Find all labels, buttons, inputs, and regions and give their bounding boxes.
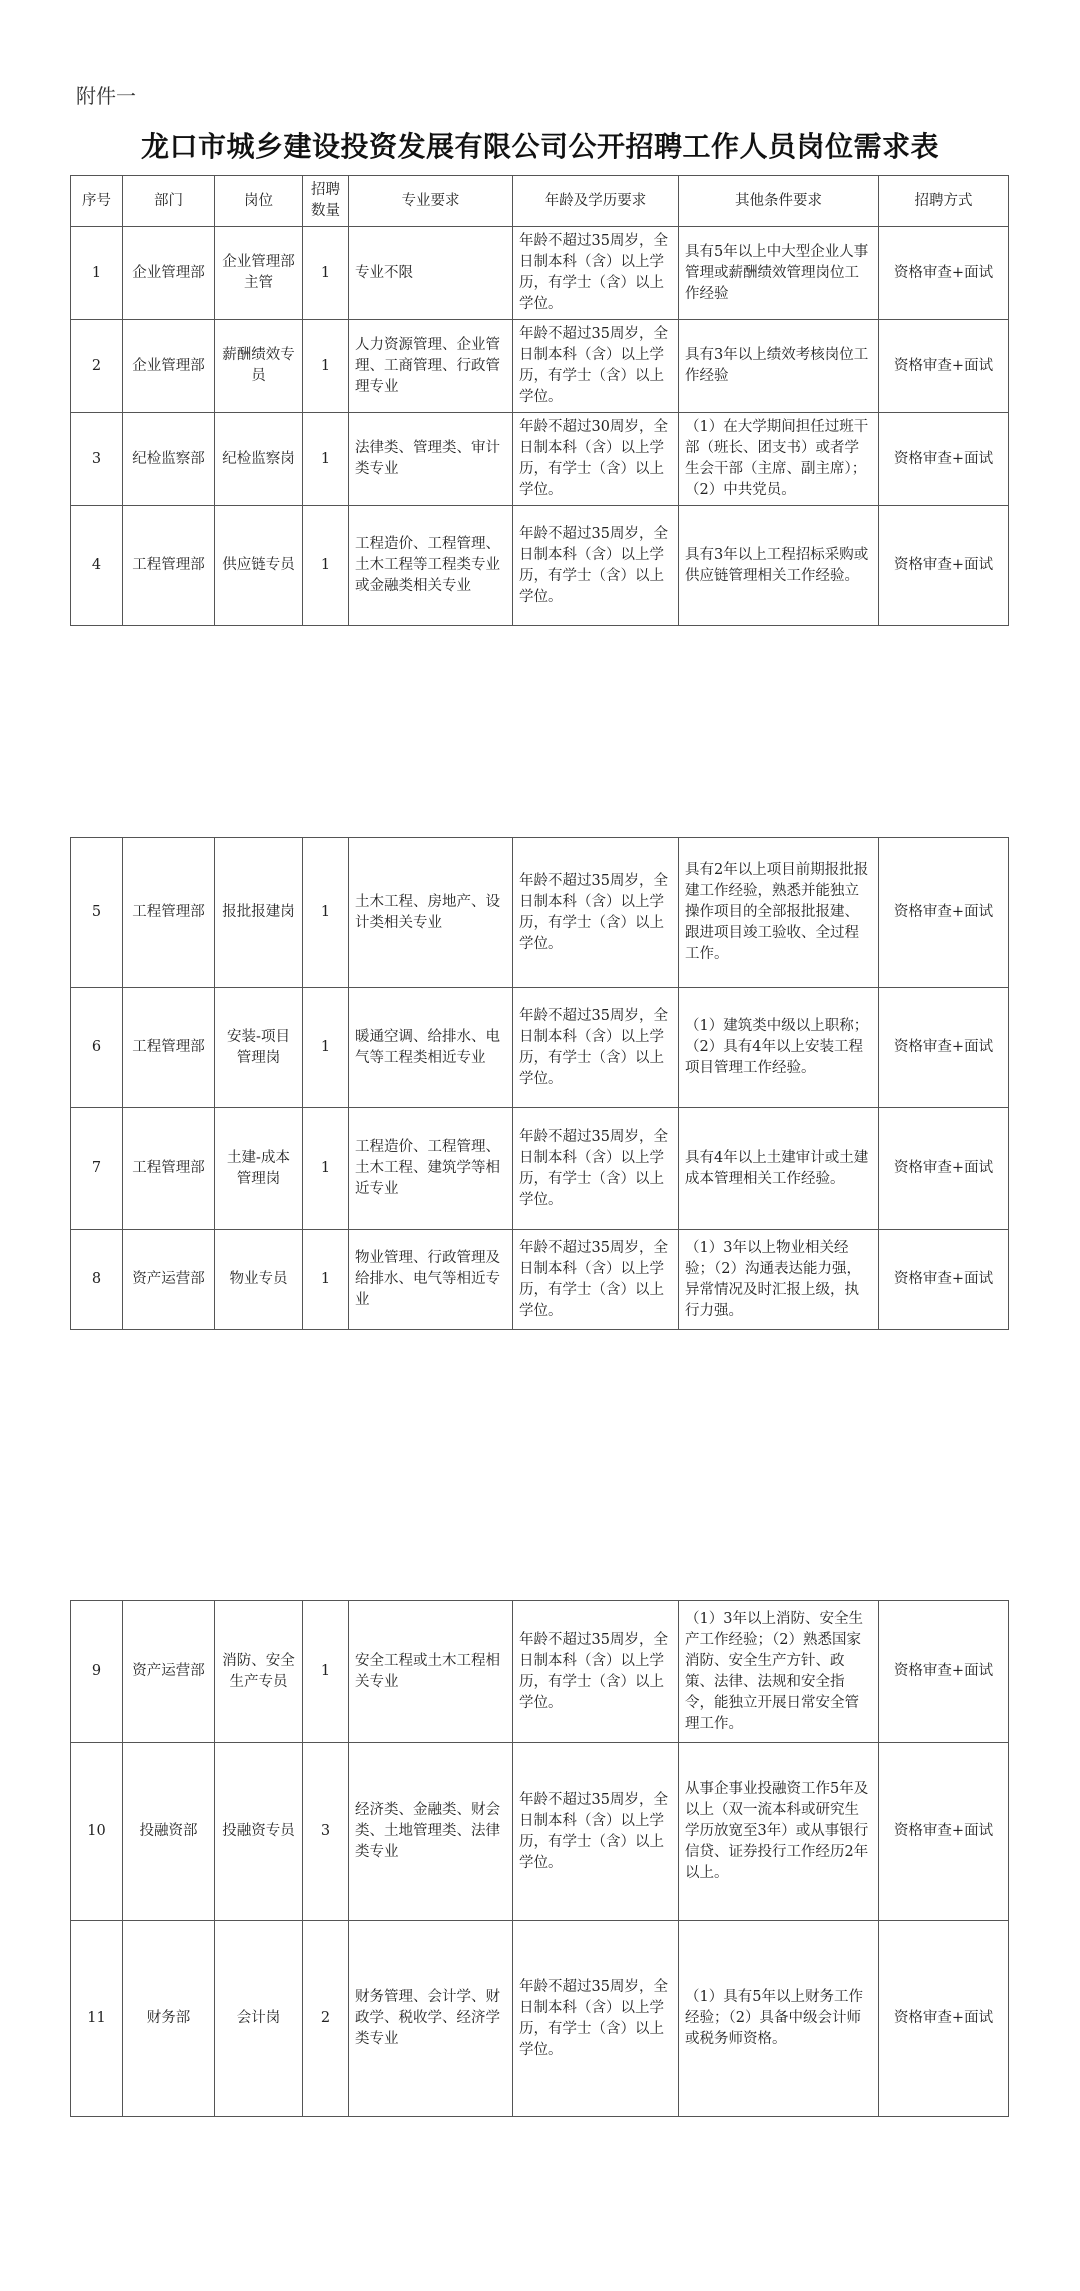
cell-post: 企业管理部主管 — [215, 227, 303, 320]
cell-count: 1 — [303, 227, 349, 320]
cell-dept: 资产运营部 — [123, 1230, 215, 1330]
cell-method: 资格审查+面试 — [879, 320, 1009, 413]
cell-post: 纪检监察岗 — [215, 413, 303, 506]
cell-method: 资格审查+面试 — [879, 1743, 1009, 1921]
cell-major: 经济类、金融类、财会类、土地管理类、法律类专业 — [349, 1743, 513, 1921]
cell-major: 财务管理、会计学、财政学、税收学、经济学类专业 — [349, 1921, 513, 2117]
cell-dept: 纪检监察部 — [123, 413, 215, 506]
cell-major: 工程造价、工程管理、土木工程等工程类专业或金融类相关专业 — [349, 506, 513, 626]
cell-age-edu: 年龄不超过35周岁，全日制本科（含）以上学历，有学士（含）以上学位。 — [513, 988, 679, 1108]
annex-label: 附件一 — [76, 84, 136, 108]
cell-no: 10 — [71, 1743, 123, 1921]
cell-method: 资格审查+面试 — [879, 1921, 1009, 2117]
cell-major: 人力资源管理、企业管理、工商管理、行政管理专业 — [349, 320, 513, 413]
table-row — [71, 1230, 1009, 1330]
cell-count: 2 — [303, 1921, 349, 2117]
table-row — [71, 320, 1009, 413]
cell-major: 物业管理、行政管理及给排水、电气等相近专业 — [349, 1230, 513, 1330]
job-table-page-3 — [70, 1600, 1009, 2117]
cell-other: 从事企事业投融资工作5年及以上（双一流本科或研究生学历放宽至3年）或从事银行信贷、证券投行工作经历2年以上。 — [679, 1743, 879, 1921]
cell-count: 1 — [303, 838, 349, 988]
job-table-page-1 — [70, 175, 1009, 626]
cell-major: 暖通空调、给排水、电气等工程类相近专业 — [349, 988, 513, 1108]
cell-age-edu: 年龄不超过35周岁，全日制本科（含）以上学历，有学士（含）以上学位。 — [513, 506, 679, 626]
cell-major: 土木工程、房地产、设计类相关专业 — [349, 838, 513, 988]
table-header-row — [71, 176, 1009, 227]
cell-no: 6 — [71, 988, 123, 1108]
header-major: 专业要求 — [349, 176, 513, 227]
job-table-page-2 — [70, 837, 1009, 1330]
cell-age-edu: 年龄不超过30周岁，全日制本科（含）以上学历，有学士（含）以上学位。 — [513, 413, 679, 506]
cell-age-edu: 年龄不超过35周岁，全日制本科（含）以上学历，有学士（含）以上学位。 — [513, 320, 679, 413]
cell-count: 1 — [303, 988, 349, 1108]
cell-major: 工程造价、工程管理、土木工程、建筑学等相近专业 — [349, 1108, 513, 1230]
table-row — [71, 988, 1009, 1108]
header-other: 其他条件要求 — [679, 176, 879, 227]
cell-major: 安全工程或土木工程相关专业 — [349, 1601, 513, 1743]
cell-post: 土建-成本管理岗 — [215, 1108, 303, 1230]
cell-count: 3 — [303, 1743, 349, 1921]
cell-major: 法律类、管理类、审计类专业 — [349, 413, 513, 506]
cell-method: 资格审查+面试 — [879, 838, 1009, 988]
cell-no: 4 — [71, 506, 123, 626]
cell-post: 报批报建岗 — [215, 838, 303, 988]
cell-age-edu: 年龄不超过35周岁，全日制本科（含）以上学历，有学士（含）以上学位。 — [513, 1601, 679, 1743]
cell-other: （1）建筑类中级以上职称；（2）具有4年以上安装工程项目管理工作经验。 — [679, 988, 879, 1108]
cell-count: 1 — [303, 320, 349, 413]
cell-dept: 财务部 — [123, 1921, 215, 2117]
cell-no: 5 — [71, 838, 123, 988]
cell-dept: 工程管理部 — [123, 838, 215, 988]
header-count: 招聘数量 — [303, 176, 349, 227]
cell-post: 物业专员 — [215, 1230, 303, 1330]
cell-no: 1 — [71, 227, 123, 320]
cell-no: 8 — [71, 1230, 123, 1330]
cell-method: 资格审查+面试 — [879, 988, 1009, 1108]
header-age-edu: 年龄及学历要求 — [513, 176, 679, 227]
table-row — [71, 1921, 1009, 2117]
table-row — [71, 838, 1009, 988]
cell-age-edu: 年龄不超过35周岁，全日制本科（含）以上学历，有学士（含）以上学位。 — [513, 838, 679, 988]
cell-dept: 工程管理部 — [123, 506, 215, 626]
cell-method: 资格审查+面试 — [879, 1601, 1009, 1743]
cell-other: 具有3年以上绩效考核岗位工作经验 — [679, 320, 879, 413]
cell-other: 具有5年以上中大型企业人事管理或薪酬绩效管理岗位工作经验 — [679, 227, 879, 320]
cell-major: 专业不限 — [349, 227, 513, 320]
cell-post: 投融资专员 — [215, 1743, 303, 1921]
cell-no: 3 — [71, 413, 123, 506]
cell-count: 1 — [303, 1108, 349, 1230]
cell-no: 7 — [71, 1108, 123, 1230]
cell-dept: 工程管理部 — [123, 988, 215, 1108]
cell-count: 1 — [303, 1230, 349, 1330]
cell-other: 具有2年以上项目前期报批报建工作经验，熟悉并能独立操作项目的全部报批报建、跟进项目竣工验收、全过程工作。 — [679, 838, 879, 988]
cell-age-edu: 年龄不超过35周岁，全日制本科（含）以上学历，有学士（含）以上学位。 — [513, 227, 679, 320]
cell-post: 供应链专员 — [215, 506, 303, 626]
cell-other: （1）在大学期间担任过班干部（班长、团支书）或者学生会干部（主席、副主席）；（2）中共党员。 — [679, 413, 879, 506]
cell-post: 消防、安全生产专员 — [215, 1601, 303, 1743]
cell-count: 1 — [303, 413, 349, 506]
cell-age-edu: 年龄不超过35周岁，全日制本科（含）以上学历，有学士（含）以上学位。 — [513, 1108, 679, 1230]
cell-count: 1 — [303, 506, 349, 626]
cell-dept: 投融资部 — [123, 1743, 215, 1921]
cell-method: 资格审查+面试 — [879, 506, 1009, 626]
table-row — [71, 506, 1009, 626]
table-row — [71, 1743, 1009, 1921]
document-title: 龙口市城乡建设投资发展有限公司公开招聘工作人员岗位需求表 — [140, 130, 939, 163]
table-row — [71, 413, 1009, 506]
cell-other: 具有4年以上土建审计或土建成本管理相关工作经验。 — [679, 1108, 879, 1230]
header-post: 岗位 — [215, 176, 303, 227]
cell-other: （1）具有5年以上财务工作经验；（2）具备中级会计师或税务师资格。 — [679, 1921, 879, 2117]
cell-method: 资格审查+面试 — [879, 227, 1009, 320]
cell-method: 资格审查+面试 — [879, 1230, 1009, 1330]
cell-dept: 企业管理部 — [123, 320, 215, 413]
table-row — [71, 1601, 1009, 1743]
cell-age-edu: 年龄不超过35周岁，全日制本科（含）以上学历，有学士（含）以上学位。 — [513, 1230, 679, 1330]
header-no: 序号 — [71, 176, 123, 227]
cell-age-edu: 年龄不超过35周岁，全日制本科（含）以上学历，有学士（含）以上学位。 — [513, 1921, 679, 2117]
cell-no: 9 — [71, 1601, 123, 1743]
cell-post: 会计岗 — [215, 1921, 303, 2117]
cell-other: （1）3年以上物业相关经验；（2）沟通表达能力强，异常情况及时汇报上级，执行力强。 — [679, 1230, 879, 1330]
cell-no: 11 — [71, 1921, 123, 2117]
cell-other: （1）3年以上消防、安全生产工作经验；（2）熟悉国家消防、安全生产方针、政策、法律、法规和安全指令，能独立开展日常安全管理工作。 — [679, 1601, 879, 1743]
cell-dept: 工程管理部 — [123, 1108, 215, 1230]
cell-dept: 企业管理部 — [123, 227, 215, 320]
cell-no: 2 — [71, 320, 123, 413]
cell-method: 资格审查+面试 — [879, 1108, 1009, 1230]
cell-dept: 资产运营部 — [123, 1601, 215, 1743]
cell-count: 1 — [303, 1601, 349, 1743]
header-method: 招聘方式 — [879, 176, 1009, 227]
header-dept: 部门 — [123, 176, 215, 227]
cell-post: 薪酬绩效专员 — [215, 320, 303, 413]
cell-age-edu: 年龄不超过35周岁，全日制本科（含）以上学历，有学士（含）以上学位。 — [513, 1743, 679, 1921]
cell-other: 具有3年以上工程招标采购或供应链管理相关工作经验。 — [679, 506, 879, 626]
table-row — [71, 227, 1009, 320]
cell-method: 资格审查+面试 — [879, 413, 1009, 506]
table-row — [71, 1108, 1009, 1230]
cell-post: 安装-项目管理岗 — [215, 988, 303, 1108]
